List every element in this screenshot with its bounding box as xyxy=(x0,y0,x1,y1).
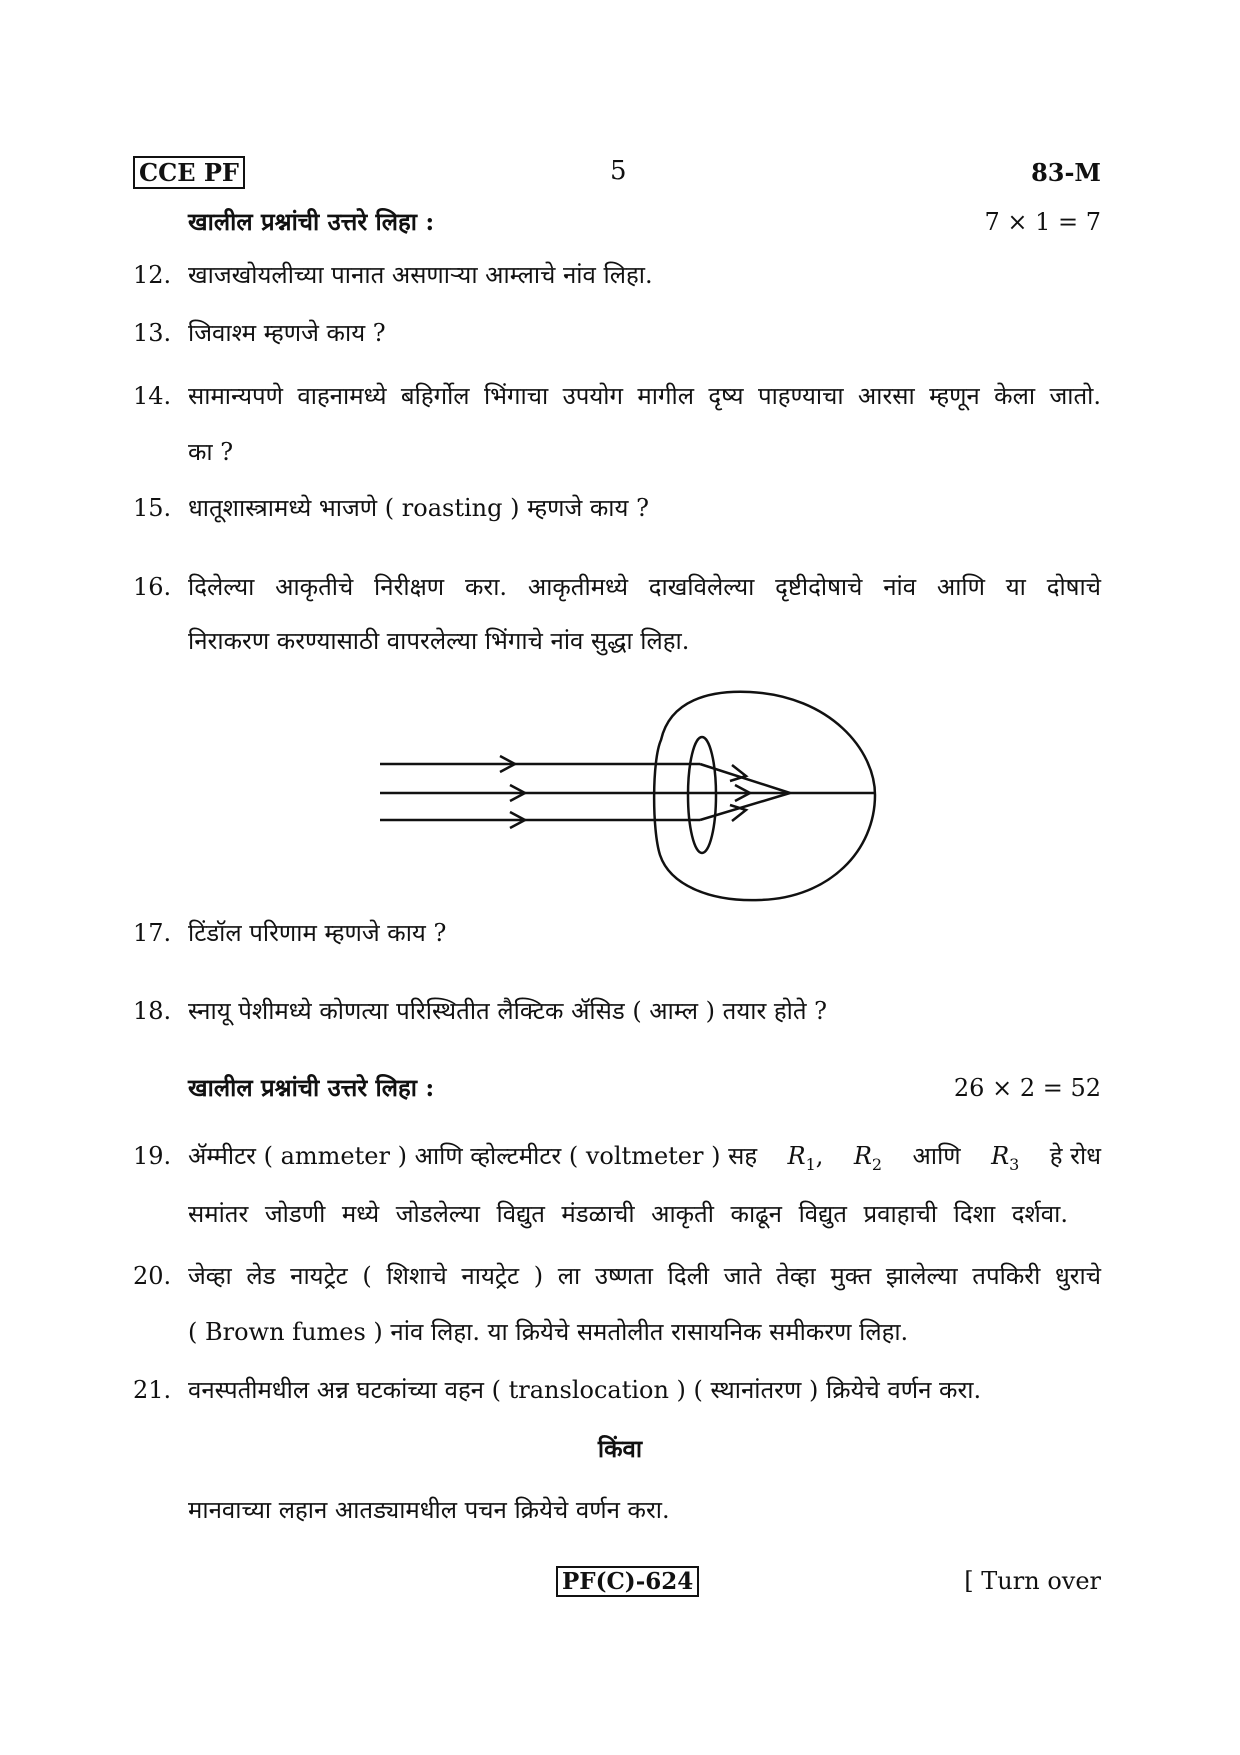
alternate-question-text: मानवाच्या लहान आतड्यामधील पचन क्रियेचे वर्णन करा. xyxy=(188,1496,670,1524)
question-text: स्नायू पेशीमध्ये कोणत्या परिस्थितीत लैक्टिक ॲसिड ( आम्ल ) तयार होते ? xyxy=(188,997,828,1025)
question-number: 12. xyxy=(133,261,172,289)
question-number: 21. xyxy=(133,1376,172,1404)
question-text-continued: ( Brown fumes ) नांव लिहा. या क्रियेचे समतोलीत रासायनिक समीकरण लिहा. xyxy=(188,1318,909,1346)
question-text xyxy=(188,1141,1101,1180)
question-text-continued: निराकरण करण्यासाठी वापरलेल्या भिंगाचे नांव सुद्धा लिहा. xyxy=(188,627,690,655)
question-text-part: हे रोध xyxy=(1049,1142,1101,1170)
eye-lens xyxy=(688,737,716,853)
question-number: 14. xyxy=(133,382,172,410)
resistor-r2: $R_2$ xyxy=(853,1142,883,1174)
question-text: टिंडॉल परिणाम म्हणजे काय ? xyxy=(188,919,447,947)
question-text: धातूशास्त्रामध्ये भाजणे ( roasting ) म्हणजे काय ? xyxy=(188,494,649,522)
or-label: किंवा xyxy=(597,1434,643,1463)
question-text: सामान्यपणे वाहनामध्ये बहिर्गोल भिंगाचा उपयोग मागील दृष्य पाहण्याचा आरसा म्हणून केला जातो. xyxy=(188,382,1101,410)
question-number: 15. xyxy=(133,494,172,522)
question-text: खाजखोयलीच्या पानात असणाऱ्या आम्लाचे नांव लिहा. xyxy=(188,261,653,289)
question-text: जिवाश्म म्हणजे काय ? xyxy=(188,319,386,347)
question-number: 17. xyxy=(133,919,172,947)
question-text: वनस्पतीमधील अन्न घटकांच्या वहन ( translocation ) ( स्थानांतरण ) क्रियेचे वर्णन करा. xyxy=(188,1376,982,1404)
turn-over-label: [ Turn over xyxy=(964,1567,1101,1595)
question-text-continued: का ? xyxy=(188,438,234,466)
question-number: 13. xyxy=(133,319,172,347)
refracted-ray xyxy=(700,764,790,793)
question-text: जेव्हा लेड नायट्रेट ( शिशाचे नायट्रेट ) ला उष्णता दिली जाते तेव्हा मुक्त झालेल्या तपकिरी धुराचे xyxy=(188,1262,1101,1290)
eye-diagram xyxy=(370,680,880,910)
paper-code-right: 83-M xyxy=(1031,158,1101,187)
question-number: 16. xyxy=(133,573,172,601)
question-number: 18. xyxy=(133,997,172,1025)
paper-code-left: CCE PF xyxy=(133,158,245,187)
resistor-r1: $R_1$, xyxy=(787,1142,824,1174)
question-number: 19. xyxy=(133,1142,172,1170)
section1-instruction: खालील प्रश्नांची उत्तरे लिहा : xyxy=(188,207,435,236)
question-text-part: ॲम्मीटर ( ammeter ) आणि व्होल्टमीटर ( voltmeter ) सह xyxy=(188,1142,758,1170)
question-text-continued: समांतर जोडणी मध्ये जोडलेल्या विद्युत मंडळाची आकृती काढून विद्युत प्रवाहाची दिशा दर्शवा. xyxy=(188,1200,1068,1228)
question-number: 20. xyxy=(133,1262,172,1290)
question-text: दिलेल्या आकृतीचे निरीक्षण करा. आकृतीमध्ये दाखविलेल्या दृष्टीदोषाचे नांव आणि या दोषाचे xyxy=(188,573,1101,601)
section2-marks: 26 × 2 = 52 xyxy=(953,1074,1101,1102)
page-number: 5 xyxy=(610,156,627,186)
conjunction: आणि xyxy=(912,1142,961,1170)
resistor-r3: $R_3$ xyxy=(991,1142,1020,1174)
section2-instruction: खालील प्रश्नांची उत्तरे लिहा : xyxy=(188,1073,435,1102)
section1-marks: 7 × 1 = 7 xyxy=(984,208,1101,236)
footer-code: PF(C)-624 xyxy=(556,1568,699,1595)
